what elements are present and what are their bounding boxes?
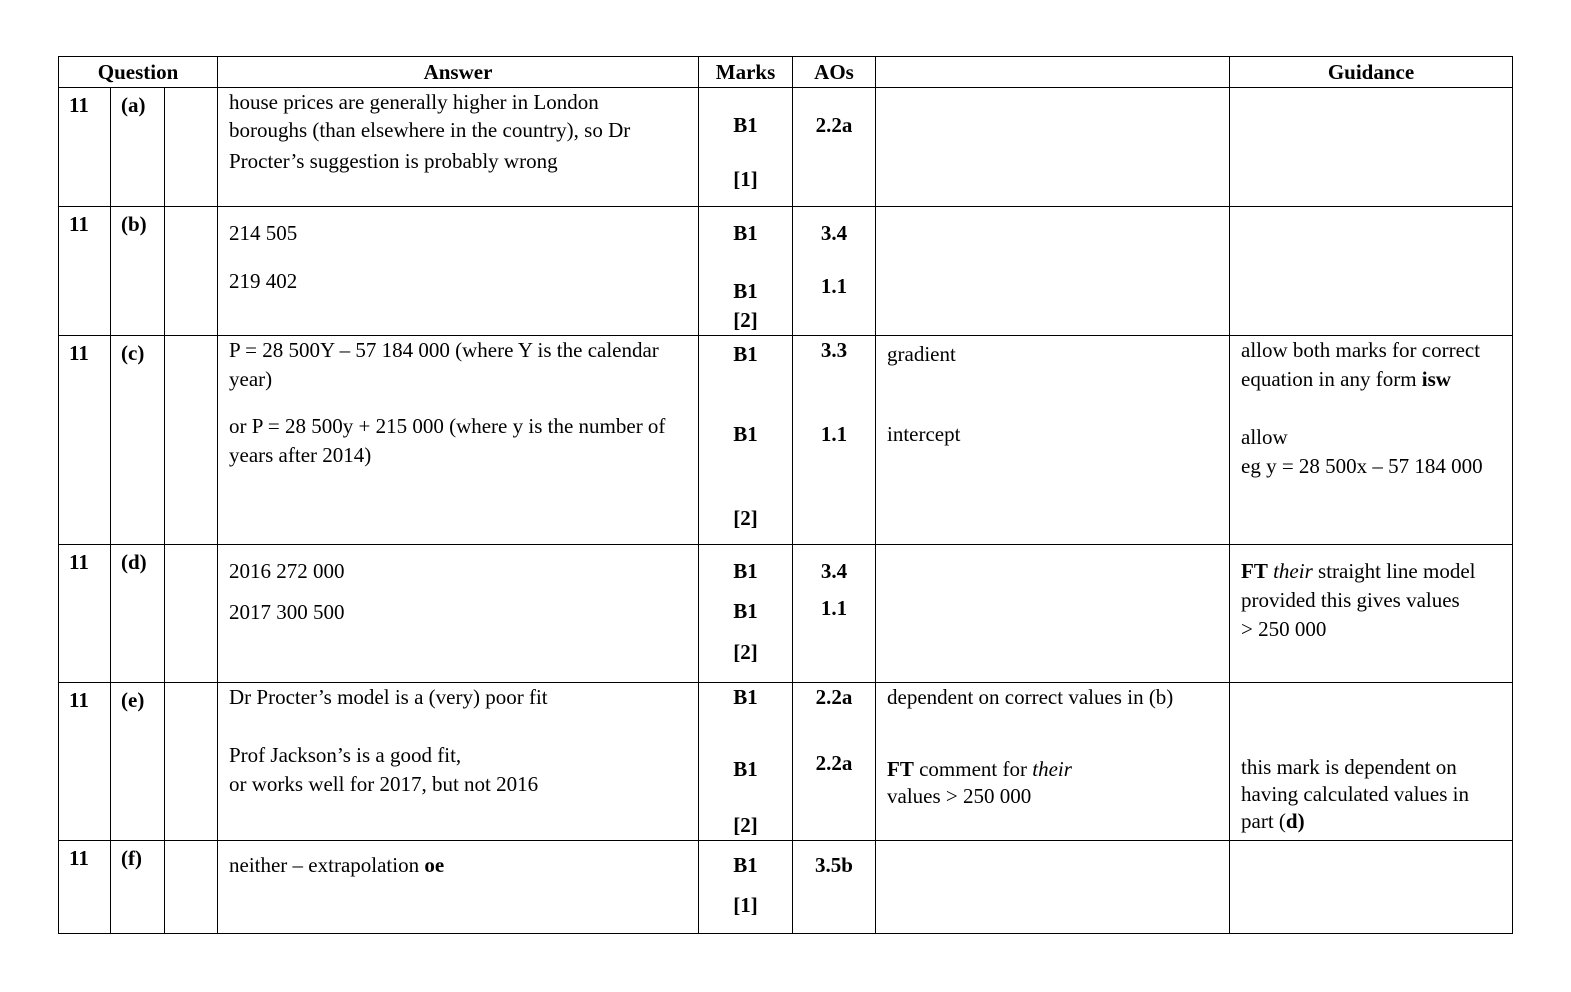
answer-line: 214 505 <box>229 221 298 245</box>
guidance-text: having calculated values in <box>1241 782 1469 806</box>
mark: B1 <box>733 599 758 623</box>
header-comment <box>876 57 1230 88</box>
guidance-text: > 250 000 <box>1241 617 1327 641</box>
comment-bold: FT <box>887 757 914 781</box>
aos-cell <box>793 88 876 207</box>
question-number: 11 <box>59 207 111 336</box>
answer-line: house prices are generally higher in London <box>229 90 599 114</box>
sub-part-cell <box>165 207 218 336</box>
guidance-cell <box>1230 336 1513 545</box>
answer-bold: oe <box>424 853 445 877</box>
header-question: Question <box>59 57 218 88</box>
sub-part-cell <box>165 841 218 934</box>
question-part: (c) <box>111 336 165 545</box>
question-part: (e) <box>111 683 165 841</box>
answer-line: boroughs (than elsewhere in the country), so Dr <box>229 118 631 142</box>
answer-line: years after 2014) <box>229 443 372 467</box>
aos-cell <box>793 207 876 336</box>
sub-part-cell <box>165 683 218 841</box>
question-part: (a) <box>111 88 165 207</box>
mark: B1 <box>733 279 758 303</box>
comment-cell <box>876 207 1230 336</box>
table-row <box>59 88 1513 207</box>
ao: 3.4 <box>820 221 848 245</box>
guidance-text: ) <box>1297 809 1305 833</box>
question-number: 11 <box>59 683 111 841</box>
question-number: 11 <box>59 545 111 683</box>
comment-line: values > 250 000 <box>887 784 1032 808</box>
guidance-text: eg y = 28 500x – 57 184 000 <box>1241 454 1483 478</box>
ao: 1.1 <box>820 274 848 298</box>
answer-line: year) <box>229 367 273 391</box>
comment-text: comment for <box>919 757 1027 781</box>
answer-cell <box>218 683 699 841</box>
aos-cell <box>793 336 876 545</box>
question-part: (d) <box>111 545 165 683</box>
guidance-cell <box>1230 545 1513 683</box>
mark-total: [2] <box>733 813 758 837</box>
mark-total: [2] <box>733 506 758 530</box>
guidance-text: allow <box>1241 425 1288 449</box>
answer-line: 2017 300 500 <box>229 600 345 624</box>
question-number: 11 <box>59 841 111 934</box>
answer-line: or P = 28 500y + 215 000 (where y is the number of <box>229 414 666 438</box>
ao: 1.1 <box>820 422 848 446</box>
guidance-text: allow both marks for correct <box>1241 338 1481 362</box>
answer-line: P = 28 500Y – 57 184 000 (where Y is the calendar <box>229 338 659 362</box>
mark: B1 <box>733 685 758 709</box>
answer-line: or works well for 2017, but not 2016 <box>229 772 539 796</box>
aos-cell <box>793 545 876 683</box>
answer-cell <box>218 545 699 683</box>
ao: 3.4 <box>820 559 848 583</box>
comment-cell <box>876 545 1230 683</box>
answer-line: Procter’s suggestion is probably wrong <box>229 149 558 173</box>
ao: 2.2a <box>815 685 853 709</box>
aos-cell <box>793 841 876 934</box>
answer-cell <box>218 207 699 336</box>
mark: B1 <box>733 113 758 137</box>
table-row <box>59 545 1513 683</box>
ao: 3.3 <box>820 338 848 362</box>
sub-part-cell <box>165 336 218 545</box>
guidance-text: equation in any form <box>1241 367 1417 391</box>
mark-scheme-table <box>58 56 1513 934</box>
question-part: (b) <box>111 207 165 336</box>
guidance-cell <box>1230 683 1513 841</box>
table-row <box>59 841 1513 934</box>
mark: B1 <box>733 559 758 583</box>
answer-cell <box>218 841 699 934</box>
comment-cell <box>876 683 1230 841</box>
header-answer: Answer <box>218 57 699 88</box>
answer-text: neither – extrapolation <box>229 853 420 877</box>
comment-line: gradient <box>887 342 956 366</box>
guidance-italic: their <box>1273 559 1313 583</box>
mark: B1 <box>733 221 758 245</box>
guidance-cell <box>1230 88 1513 207</box>
answer-line: 2016 272 000 <box>229 559 345 583</box>
table-row <box>59 683 1513 841</box>
mark-total: [2] <box>733 308 758 332</box>
guidance-text: provided this gives values <box>1241 588 1460 612</box>
marks-cell <box>699 88 793 207</box>
question-number: 11 <box>59 88 111 207</box>
answer-cell <box>218 88 699 207</box>
guidance-text: straight line model <box>1318 559 1476 583</box>
answer-line: Dr Procter’s model is a (very) poor fit <box>229 685 548 709</box>
mark-total: [1] <box>733 167 758 191</box>
guidance-text: part ( <box>1241 809 1286 833</box>
table-row <box>59 336 1513 545</box>
mark-total: [1] <box>733 893 758 917</box>
header-row <box>59 57 1513 88</box>
comment-cell <box>876 88 1230 207</box>
marks-cell <box>699 683 793 841</box>
marks-cell <box>699 545 793 683</box>
guidance-text: this mark is dependent on <box>1241 755 1457 779</box>
answer-line: 219 402 <box>229 269 298 293</box>
marks-cell <box>699 336 793 545</box>
header-guidance: Guidance <box>1230 57 1513 88</box>
guidance-bold: d <box>1285 809 1298 833</box>
mark: B1 <box>733 342 758 366</box>
marks-cell <box>699 841 793 934</box>
aos-cell <box>793 683 876 841</box>
guidance-bold: isw <box>1421 367 1451 391</box>
comment-cell <box>876 841 1230 934</box>
comment-italic: their <box>1032 757 1072 781</box>
comment-line: intercept <box>887 422 961 446</box>
ao: 2.2a <box>815 751 853 775</box>
table-row <box>59 207 1513 336</box>
answer-cell <box>218 336 699 545</box>
ao: 2.2a <box>815 113 853 137</box>
sub-part-cell <box>165 545 218 683</box>
ao: 3.5b <box>815 853 853 877</box>
ao: 1.1 <box>820 596 848 620</box>
comment-line: dependent on correct values in (b) <box>887 685 1174 709</box>
mark: B1 <box>733 757 758 781</box>
header-marks: Marks <box>699 57 793 88</box>
guidance-bold: FT <box>1241 559 1268 583</box>
sub-part-cell <box>165 88 218 207</box>
question-number: 11 <box>59 336 111 545</box>
answer-line: Prof Jackson’s is a good fit, <box>229 743 462 767</box>
header-aos: AOs <box>793 57 876 88</box>
guidance-cell <box>1230 207 1513 336</box>
mark: B1 <box>733 853 758 877</box>
comment-cell <box>876 336 1230 545</box>
guidance-cell <box>1230 841 1513 934</box>
question-part: (f) <box>111 841 165 934</box>
mark: B1 <box>733 422 758 446</box>
marks-cell <box>699 207 793 336</box>
mark-total: [2] <box>733 640 758 664</box>
